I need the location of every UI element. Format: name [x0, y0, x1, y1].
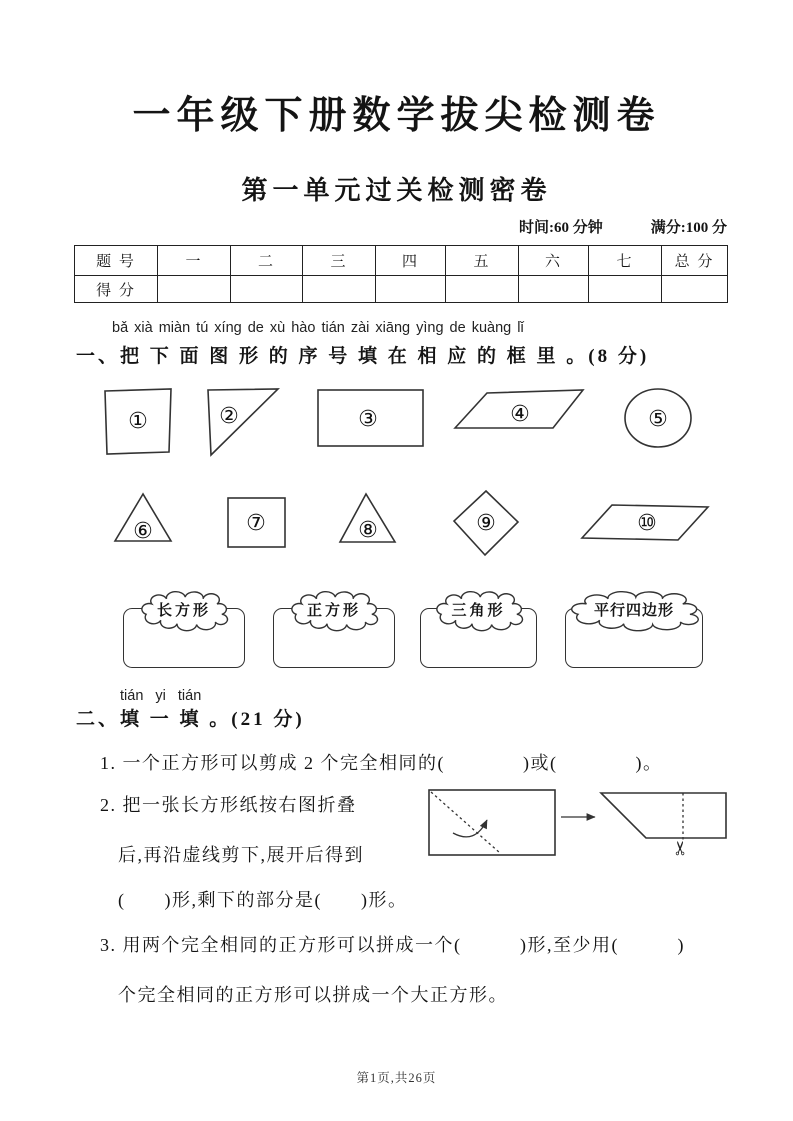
shape-num-2: ②	[219, 404, 239, 429]
shape-num-10: ⑩	[637, 511, 657, 536]
fold-and-cut-figure	[423, 783, 735, 895]
category-box-triangle	[420, 603, 537, 668]
score-cell	[446, 276, 519, 303]
score-cell	[231, 276, 303, 303]
score-cell	[589, 276, 662, 303]
score-cell	[519, 276, 589, 303]
section2-pinyin: tián yi tián	[120, 688, 202, 704]
question-2-line-2: 后,再沿虚线剪下,展开后得到	[118, 845, 364, 865]
time-label: 时间:60 分钟	[519, 220, 603, 236]
question-3-line-1: 3. 用两个完全相同的正方形可以拼成一个( )形,至少用( )	[100, 935, 685, 955]
score-cell	[662, 276, 728, 303]
shape-num-1: ①	[128, 409, 148, 434]
question-3-line-2: 个完全相同的正方形可以拼成一个大正方形。	[118, 985, 508, 1005]
score-col-4: 四	[376, 246, 446, 276]
shape-num-8: ⑧	[358, 518, 378, 543]
cloud-label-parallelogram	[566, 592, 702, 628]
shape-num-9: ⑨	[476, 511, 496, 536]
score-col-2: 二	[231, 246, 303, 276]
shape-num-3: ③	[358, 407, 378, 432]
shapes-figure	[85, 380, 725, 575]
shape-num-4: ④	[510, 402, 530, 427]
cloud-text: 正方形	[306, 603, 362, 620]
score-row-label: 得 分	[75, 276, 158, 303]
paper-rectangle	[429, 790, 555, 855]
score-cell	[376, 276, 446, 303]
score-col-total: 总 分	[662, 246, 728, 276]
question-2-line-1: 2. 把一张长方形纸按右图折叠	[100, 795, 357, 815]
category-box-square	[273, 603, 395, 668]
question-2-line-3: ( )形,剩下的部分是( )形。	[118, 890, 408, 910]
full-score-label: 满分:100 分	[650, 220, 727, 236]
shape-num-6: ⑥	[133, 519, 153, 544]
section1-heading: 一、把 下 面 图 形 的 序 号 填 在 相 应 的 框 里 。(8 分)	[76, 346, 650, 367]
score-table-header-row	[75, 246, 728, 276]
fold-arrow	[453, 820, 487, 837]
score-col-3: 三	[303, 246, 376, 276]
exam-info	[519, 216, 727, 237]
score-col-6: 六	[519, 246, 589, 276]
cloud-text: 长方形	[156, 603, 212, 620]
score-table-corner: 题 号	[75, 246, 158, 276]
category-box-parallelogram	[565, 603, 703, 668]
cloud-text: 平行四边形	[593, 603, 675, 620]
category-box-rectangle	[123, 603, 245, 668]
score-table-score-row	[75, 276, 728, 303]
shape-num-5: ⑤	[648, 407, 668, 432]
page-subtitle: 第一单元过关检测密卷	[241, 176, 552, 205]
cloud-label-rectangle	[138, 592, 230, 628]
page-number: 第1页,共26页	[356, 1071, 437, 1085]
cloud-label-square	[288, 592, 380, 628]
cloud-text: 三角形	[451, 603, 506, 620]
score-table	[74, 245, 728, 303]
section1-pinyin: bǎ xià miàn tú xíng de xù hào tián zài xiāng yìng de kuàng lǐ	[112, 320, 524, 336]
score-col-7: 七	[589, 246, 662, 276]
page-title: 一年级下册数学拔尖检测卷	[132, 95, 661, 137]
scissors-icon: ✂	[670, 840, 692, 856]
score-col-1: 一	[158, 246, 231, 276]
folded-paper-shape	[601, 793, 726, 838]
fold-line-dotted	[431, 792, 500, 853]
score-cell	[303, 276, 376, 303]
shape-num-7: ⑦	[246, 511, 266, 536]
cloud-label-triangle	[433, 592, 525, 628]
score-col-5: 五	[446, 246, 519, 276]
section2-heading: 二、填 一 填 。(21 分)	[76, 709, 305, 730]
score-cell	[158, 276, 231, 303]
question-1-text: 1. 一个正方形可以剪成 2 个完全相同的( )或( )。	[100, 753, 663, 773]
